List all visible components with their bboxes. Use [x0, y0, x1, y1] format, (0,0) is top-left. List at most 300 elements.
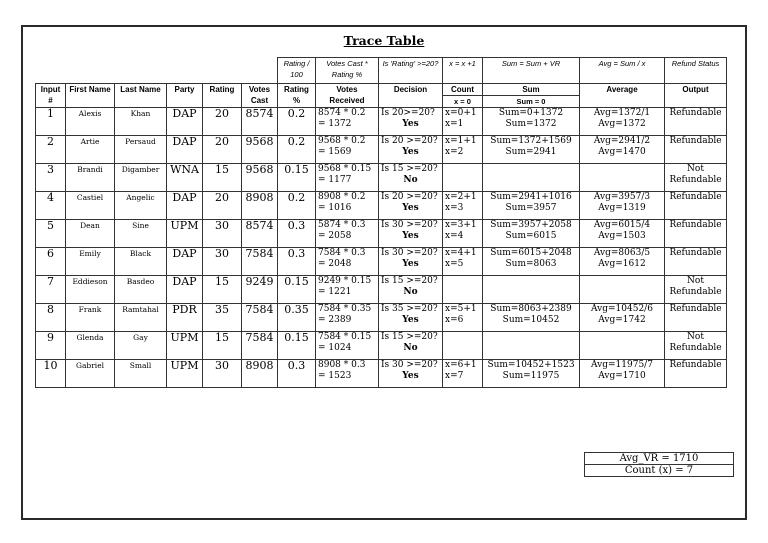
- cell-last-name-line: Sine: [132, 221, 149, 230]
- cell-input-line: 6: [47, 247, 54, 260]
- cell-average: [580, 276, 665, 304]
- cell-party: [167, 192, 203, 220]
- cell-rating-pct-line: 0.2: [287, 135, 306, 148]
- cell-votes-cast-line: 8908: [245, 191, 274, 204]
- cell-rating: [203, 248, 242, 276]
- cell-decision-line: No: [403, 287, 418, 297]
- cell-sum-line: Sum=3957+2058: [490, 220, 572, 230]
- cell-sum-line: Sum=0+1372: [498, 108, 564, 118]
- cell-input: [36, 276, 66, 304]
- cell-last-name: [115, 360, 167, 388]
- cell-sum: [483, 304, 580, 332]
- cell-votes-cast-line: 8908: [245, 359, 274, 372]
- cell-rating-pct-line: 0.15: [284, 275, 309, 288]
- cell-average-line: Avg=1742: [598, 315, 646, 325]
- header-votes-received: Votes Received: [316, 84, 379, 108]
- cell-votes-received-line: = 2048: [318, 259, 352, 269]
- cell-first-name: [66, 276, 115, 304]
- cell-rating-line: 30: [215, 247, 229, 260]
- cell-input-line: 4: [47, 191, 54, 204]
- cell-input: [36, 304, 66, 332]
- cell-first-name: [66, 248, 115, 276]
- cell-input-line: 5: [47, 219, 54, 232]
- cell-sum: [483, 360, 580, 388]
- cell-decision-line: No: [403, 175, 418, 185]
- descriptor-sum: Sum = Sum + VR: [483, 58, 580, 84]
- cell-rating-pct-line: 0.15: [284, 331, 309, 344]
- descriptor-count: x = x +1: [443, 58, 483, 84]
- cell-count-line: x=3+1: [445, 220, 477, 230]
- cell-rating-pct: [278, 192, 316, 220]
- cell-last-name: [115, 304, 167, 332]
- cell-sum-line: Sum=10452+1523: [487, 360, 575, 370]
- cell-count-line: x=7: [445, 371, 464, 381]
- cell-count: [443, 276, 483, 304]
- cell-last-name-line: Digamber: [121, 165, 160, 174]
- cell-rating: [203, 304, 242, 332]
- cell-last-name: [115, 136, 167, 164]
- cell-sum-line: Sum=1372+1569: [490, 136, 572, 146]
- cell-sum-line: Sum=2941: [505, 147, 557, 157]
- cell-sum: [483, 332, 580, 360]
- cell-last-name: [115, 108, 167, 136]
- cell-average: [580, 136, 665, 164]
- cell-input-line: 7: [47, 275, 54, 288]
- cell-decision: [379, 108, 443, 136]
- cell-rating-pct-line: 0.2: [287, 107, 306, 120]
- descriptor-row: [36, 58, 727, 84]
- cell-average-line: Avg=1372/1: [593, 108, 651, 118]
- cell-input: [36, 136, 66, 164]
- cell-votes-cast-line: 8574: [245, 107, 274, 120]
- cell-rating-pct: [278, 136, 316, 164]
- cell-average: [580, 360, 665, 388]
- cell-sum: [483, 108, 580, 136]
- cell-sum-line: Sum=6015: [505, 231, 557, 241]
- cell-rating-line: 35: [215, 303, 229, 316]
- cell-rating-line: 15: [215, 163, 229, 176]
- cell-votes-received: [316, 220, 379, 248]
- init-count: x = 0: [443, 96, 483, 108]
- cell-first-name: [66, 136, 115, 164]
- cell-average: [580, 248, 665, 276]
- cell-count-line: x=5: [445, 259, 464, 269]
- cell-decision: [379, 276, 443, 304]
- cell-sum-line: Sum=3957: [505, 203, 557, 213]
- cell-decision-line: Is 30 >=20?: [381, 360, 438, 370]
- cell-sum-line: Sum=8063+2389: [490, 304, 572, 314]
- cell-count: [443, 304, 483, 332]
- cell-first-name-line: Frank: [78, 305, 102, 314]
- cell-decision-line: Is 30 >=20?: [381, 220, 438, 230]
- cell-output-line: Not Refundable: [669, 164, 722, 185]
- cell-count-line: x=2: [445, 147, 464, 157]
- cell-votes-received-line: 9249 * 0.15: [318, 276, 372, 286]
- cell-first-name-line: Alexis: [78, 109, 102, 118]
- cell-last-name: [115, 332, 167, 360]
- table-row: [36, 360, 727, 388]
- cell-input: [36, 248, 66, 276]
- table-row: [36, 276, 727, 304]
- cell-rating: [203, 276, 242, 304]
- cell-rating-pct: [278, 108, 316, 136]
- cell-rating-line: 20: [215, 107, 229, 120]
- cell-votes-cast-line: 7584: [245, 303, 274, 316]
- cell-average: [580, 108, 665, 136]
- cell-last-name-line: Khan: [130, 109, 151, 118]
- cell-rating-pct: [278, 360, 316, 388]
- cell-votes-cast-line: 9568: [245, 163, 274, 176]
- cell-output: [665, 332, 727, 360]
- cell-last-name: [115, 164, 167, 192]
- cell-votes-received: [316, 360, 379, 388]
- cell-votes-cast: [242, 276, 278, 304]
- cell-votes-cast: [242, 164, 278, 192]
- cell-average-line: Avg=8063/5: [593, 248, 651, 258]
- cell-votes-received-line: = 1372: [318, 119, 352, 129]
- cell-decision-line: Yes: [402, 119, 419, 129]
- cell-rating: [203, 192, 242, 220]
- cell-output-line: Refundable: [669, 248, 722, 258]
- cell-average: [580, 192, 665, 220]
- cell-party-line: DAP: [172, 191, 197, 204]
- cell-count: [443, 192, 483, 220]
- cell-rating-pct-line: 0.3: [287, 219, 306, 232]
- cell-votes-cast: [242, 304, 278, 332]
- cell-decision-line: Is 30 >=20?: [381, 248, 438, 258]
- cell-output: [665, 248, 727, 276]
- cell-votes-received-line: = 1024: [318, 343, 352, 353]
- cell-input: [36, 108, 66, 136]
- table-row: [36, 108, 727, 136]
- cell-rating-pct-line: 0.2: [287, 191, 306, 204]
- cell-input-line: 10: [43, 359, 58, 372]
- cell-votes-received-line: 5874 * 0.3: [318, 220, 366, 230]
- cell-first-name-line: Dean: [80, 221, 100, 230]
- cell-party-line: DAP: [172, 247, 197, 260]
- cell-first-name-line: Emily: [79, 249, 101, 258]
- cell-party-line: UPM: [170, 359, 199, 372]
- header-average: Average: [580, 84, 665, 108]
- cell-input: [36, 192, 66, 220]
- cell-votes-cast: [242, 332, 278, 360]
- cell-party-line: UPM: [170, 331, 199, 344]
- cell-sum-line: Sum=8063: [505, 259, 557, 269]
- cell-count-line: x=6: [445, 315, 464, 325]
- cell-count: [443, 220, 483, 248]
- cell-sum-line: Sum=2941+1016: [490, 192, 572, 202]
- cell-rating-pct-line: 0.15: [284, 163, 309, 176]
- cell-count-line: x=5+1: [445, 304, 477, 314]
- cell-sum-line: Sum=1372: [505, 119, 557, 129]
- cell-last-name: [115, 192, 167, 220]
- cell-votes-cast-line: 7584: [245, 247, 274, 260]
- cell-decision-line: Yes: [402, 147, 419, 157]
- cell-last-name: [115, 248, 167, 276]
- header-input: Input #: [36, 84, 66, 108]
- cell-party: [167, 220, 203, 248]
- trace-table: [35, 57, 727, 388]
- header-decision: Decision: [379, 84, 443, 108]
- cell-rating: [203, 136, 242, 164]
- cell-input-line: 1: [47, 107, 54, 120]
- cell-party: [167, 360, 203, 388]
- cell-average: [580, 164, 665, 192]
- header-first-name: First Name: [66, 84, 115, 108]
- cell-sum-line: Sum=6015+2048: [490, 248, 572, 258]
- cell-rating: [203, 220, 242, 248]
- cell-count: [443, 164, 483, 192]
- cell-votes-cast: [242, 220, 278, 248]
- cell-output-line: Refundable: [669, 304, 722, 314]
- cell-first-name-line: Gabriel: [75, 361, 105, 370]
- cell-average-line: Avg=1319: [598, 203, 646, 213]
- cell-votes-received-line: 7584 * 0.15: [318, 332, 372, 342]
- cell-sum: [483, 248, 580, 276]
- cell-party: [167, 136, 203, 164]
- cell-output-line: Refundable: [669, 360, 722, 370]
- cell-votes-cast-line: 8574: [245, 219, 274, 232]
- header-count: Count: [443, 84, 483, 96]
- cell-votes-received-line: 8908 * 0.2: [318, 192, 366, 202]
- cell-decision: [379, 332, 443, 360]
- header-sum: Sum: [483, 84, 580, 96]
- cell-votes-received-line: 9568 * 0.15: [318, 164, 372, 174]
- cell-votes-received: [316, 108, 379, 136]
- cell-output-line: Refundable: [669, 192, 722, 202]
- cell-rating-line: 15: [215, 275, 229, 288]
- cell-count: [443, 332, 483, 360]
- cell-votes-cast: [242, 192, 278, 220]
- cell-decision-line: Yes: [402, 315, 419, 325]
- cell-decision: [379, 136, 443, 164]
- cell-output-line: Not Refundable: [669, 332, 722, 353]
- header-rating: Rating: [203, 84, 242, 108]
- cell-first-name: [66, 108, 115, 136]
- cell-average: [580, 220, 665, 248]
- cell-rating: [203, 164, 242, 192]
- cell-rating-pct: [278, 164, 316, 192]
- cell-input: [36, 220, 66, 248]
- header-output: Output: [665, 84, 727, 108]
- cell-rating-pct: [278, 304, 316, 332]
- cell-sum: [483, 136, 580, 164]
- cell-sum: [483, 192, 580, 220]
- cell-rating: [203, 108, 242, 136]
- descriptor-refund: Refund Status: [665, 58, 727, 84]
- cell-output: [665, 136, 727, 164]
- cell-first-name: [66, 304, 115, 332]
- cell-sum: [483, 276, 580, 304]
- cell-party: [167, 108, 203, 136]
- cell-input-line: 2: [47, 135, 54, 148]
- cell-party-line: WNA: [170, 163, 199, 176]
- cell-output: [665, 220, 727, 248]
- cell-decision-line: Yes: [402, 203, 419, 213]
- descriptor-decision: Is 'Rating' >=20?: [379, 58, 443, 84]
- cell-votes-received-line: = 1569: [318, 147, 352, 157]
- summary-avg-vr: Avg_VR = 1710: [585, 453, 734, 465]
- cell-average-line: Avg=6015/4: [593, 220, 651, 230]
- cell-decision-line: Is 15 >=20?: [381, 276, 438, 286]
- cell-rating: [203, 360, 242, 388]
- cell-party: [167, 304, 203, 332]
- table-row: [36, 220, 727, 248]
- cell-average-line: Avg=11975/7: [591, 360, 653, 370]
- cell-votes-received-line: = 2389: [318, 315, 352, 325]
- cell-votes-received: [316, 248, 379, 276]
- cell-first-name: [66, 192, 115, 220]
- cell-decision-line: Is 20 >=20?: [381, 136, 438, 146]
- cell-average-line: Avg=2941/2: [593, 136, 651, 146]
- cell-output: [665, 108, 727, 136]
- cell-party-line: PDR: [172, 303, 197, 316]
- cell-rating-pct-line: 0.35: [284, 303, 309, 316]
- cell-decision: [379, 360, 443, 388]
- cell-rating: [203, 332, 242, 360]
- cell-output: [665, 360, 727, 388]
- descriptor-rating: Rating / 100: [278, 58, 316, 84]
- cell-party-line: UPM: [170, 219, 199, 232]
- table-row: [36, 136, 727, 164]
- cell-count-line: x=4+1: [445, 248, 477, 258]
- cell-votes-received: [316, 276, 379, 304]
- cell-decision-line: Is 20>=20?: [381, 108, 435, 118]
- cell-last-name-line: Angelic: [126, 193, 155, 202]
- cell-rating-line: 20: [215, 191, 229, 204]
- header-party: Party: [167, 84, 203, 108]
- cell-votes-cast-line: 9249: [245, 275, 274, 288]
- cell-decision: [379, 248, 443, 276]
- cell-sum: [483, 220, 580, 248]
- cell-votes-received: [316, 332, 379, 360]
- cell-votes-cast-line: 7584: [245, 331, 274, 344]
- summary-count: Count (x) = 7: [585, 465, 734, 477]
- cell-votes-received-line: 9568 * 0.2: [318, 136, 366, 146]
- cell-votes-received-line: 8908 * 0.3: [318, 360, 366, 370]
- cell-last-name-line: Gay: [133, 333, 148, 342]
- cell-first-name-line: Artie: [80, 137, 100, 146]
- header-row: [36, 84, 727, 96]
- cell-count-line: x=1: [445, 119, 464, 129]
- cell-votes-cast: [242, 248, 278, 276]
- cell-count-line: x=2+1: [445, 192, 477, 202]
- cell-count: [443, 360, 483, 388]
- cell-votes-received-line: 7584 * 0.3: [318, 248, 366, 258]
- cell-votes-received-line: = 1221: [318, 287, 352, 297]
- cell-average: [580, 332, 665, 360]
- cell-rating-line: 15: [215, 331, 229, 344]
- cell-decision-line: Is 15 >=20?: [381, 164, 438, 174]
- cell-first-name-line: Castiel: [76, 193, 104, 202]
- cell-rating-line: 30: [215, 359, 229, 372]
- cell-input-line: 3: [47, 163, 54, 176]
- cell-count-line: x=4: [445, 231, 464, 241]
- cell-decision-line: No: [403, 343, 418, 353]
- cell-last-name-line: Small: [129, 361, 152, 370]
- cell-input: [36, 332, 66, 360]
- cell-input-line: 9: [47, 331, 54, 344]
- header-rating-pct: Rating %: [278, 84, 316, 108]
- cell-input-line: 8: [47, 303, 54, 316]
- cell-decision: [379, 164, 443, 192]
- cell-votes-received: [316, 192, 379, 220]
- cell-votes-cast: [242, 108, 278, 136]
- cell-input: [36, 164, 66, 192]
- cell-count-line: x=0+1: [445, 108, 477, 118]
- cell-output: [665, 192, 727, 220]
- cell-average-line: Avg=1503: [598, 231, 646, 241]
- cell-rating-pct-line: 0.3: [287, 247, 306, 260]
- summary-table: [584, 452, 734, 477]
- cell-last-name-line: Persaud: [125, 137, 156, 146]
- cell-first-name-line: Brandi: [77, 165, 103, 174]
- cell-last-name-line: Black: [129, 249, 152, 258]
- cell-average-line: Avg=1470: [598, 147, 646, 157]
- cell-count: [443, 108, 483, 136]
- cell-count: [443, 136, 483, 164]
- cell-average-line: Avg=3957/3: [593, 192, 651, 202]
- init-sum: Sum = 0: [483, 96, 580, 108]
- table-row: [36, 248, 727, 276]
- descriptor-votes-received: Votes Cast * Rating %: [316, 58, 379, 84]
- document-frame: [21, 25, 747, 520]
- cell-rating-pct-line: 0.3: [287, 359, 306, 372]
- table-row: [36, 332, 727, 360]
- cell-last-name: [115, 220, 167, 248]
- cell-count: [443, 248, 483, 276]
- cell-rating-pct: [278, 248, 316, 276]
- cell-votes-received-line: = 2058: [318, 231, 352, 241]
- cell-rating-line: 20: [215, 135, 229, 148]
- cell-count-line: x=1+1: [445, 136, 477, 146]
- cell-votes-cast-line: 9568: [245, 135, 274, 148]
- cell-decision-line: Yes: [402, 371, 419, 381]
- cell-votes-received: [316, 136, 379, 164]
- cell-first-name: [66, 332, 115, 360]
- cell-average-line: Avg=1372: [598, 119, 646, 129]
- cell-sum-line: Sum=11975: [502, 371, 560, 381]
- header-last-name: Last Name: [115, 84, 167, 108]
- cell-sum: [483, 164, 580, 192]
- cell-last-name-line: Ramtahal: [122, 305, 159, 314]
- cell-rating-pct: [278, 276, 316, 304]
- table-row: [36, 192, 727, 220]
- cell-decision-line: Is 35 >=20?: [381, 304, 438, 314]
- header-votes-cast: Votes Cast: [242, 84, 278, 108]
- cell-output-line: Refundable: [669, 136, 722, 146]
- cell-average: [580, 304, 665, 332]
- cell-count-line: x=6+1: [445, 360, 477, 370]
- cell-average-line: Avg=10452/6: [591, 304, 653, 314]
- cell-party-line: DAP: [172, 135, 197, 148]
- cell-rating-line: 30: [215, 219, 229, 232]
- cell-first-name-line: Glenda: [76, 333, 104, 342]
- cell-first-name: [66, 360, 115, 388]
- descriptor-average: Avg = Sum / x: [580, 58, 665, 84]
- cell-rating-pct: [278, 220, 316, 248]
- cell-sum-line: Sum=10452: [502, 315, 560, 325]
- cell-votes-received-line: = 1177: [318, 175, 352, 185]
- page-title: Trace Table: [343, 33, 425, 48]
- cell-party-line: DAP: [172, 107, 197, 120]
- cell-first-name-line: Eddieson: [72, 277, 108, 286]
- cell-first-name: [66, 164, 115, 192]
- cell-party: [167, 248, 203, 276]
- cell-party: [167, 164, 203, 192]
- cell-first-name: [66, 220, 115, 248]
- cell-decision: [379, 192, 443, 220]
